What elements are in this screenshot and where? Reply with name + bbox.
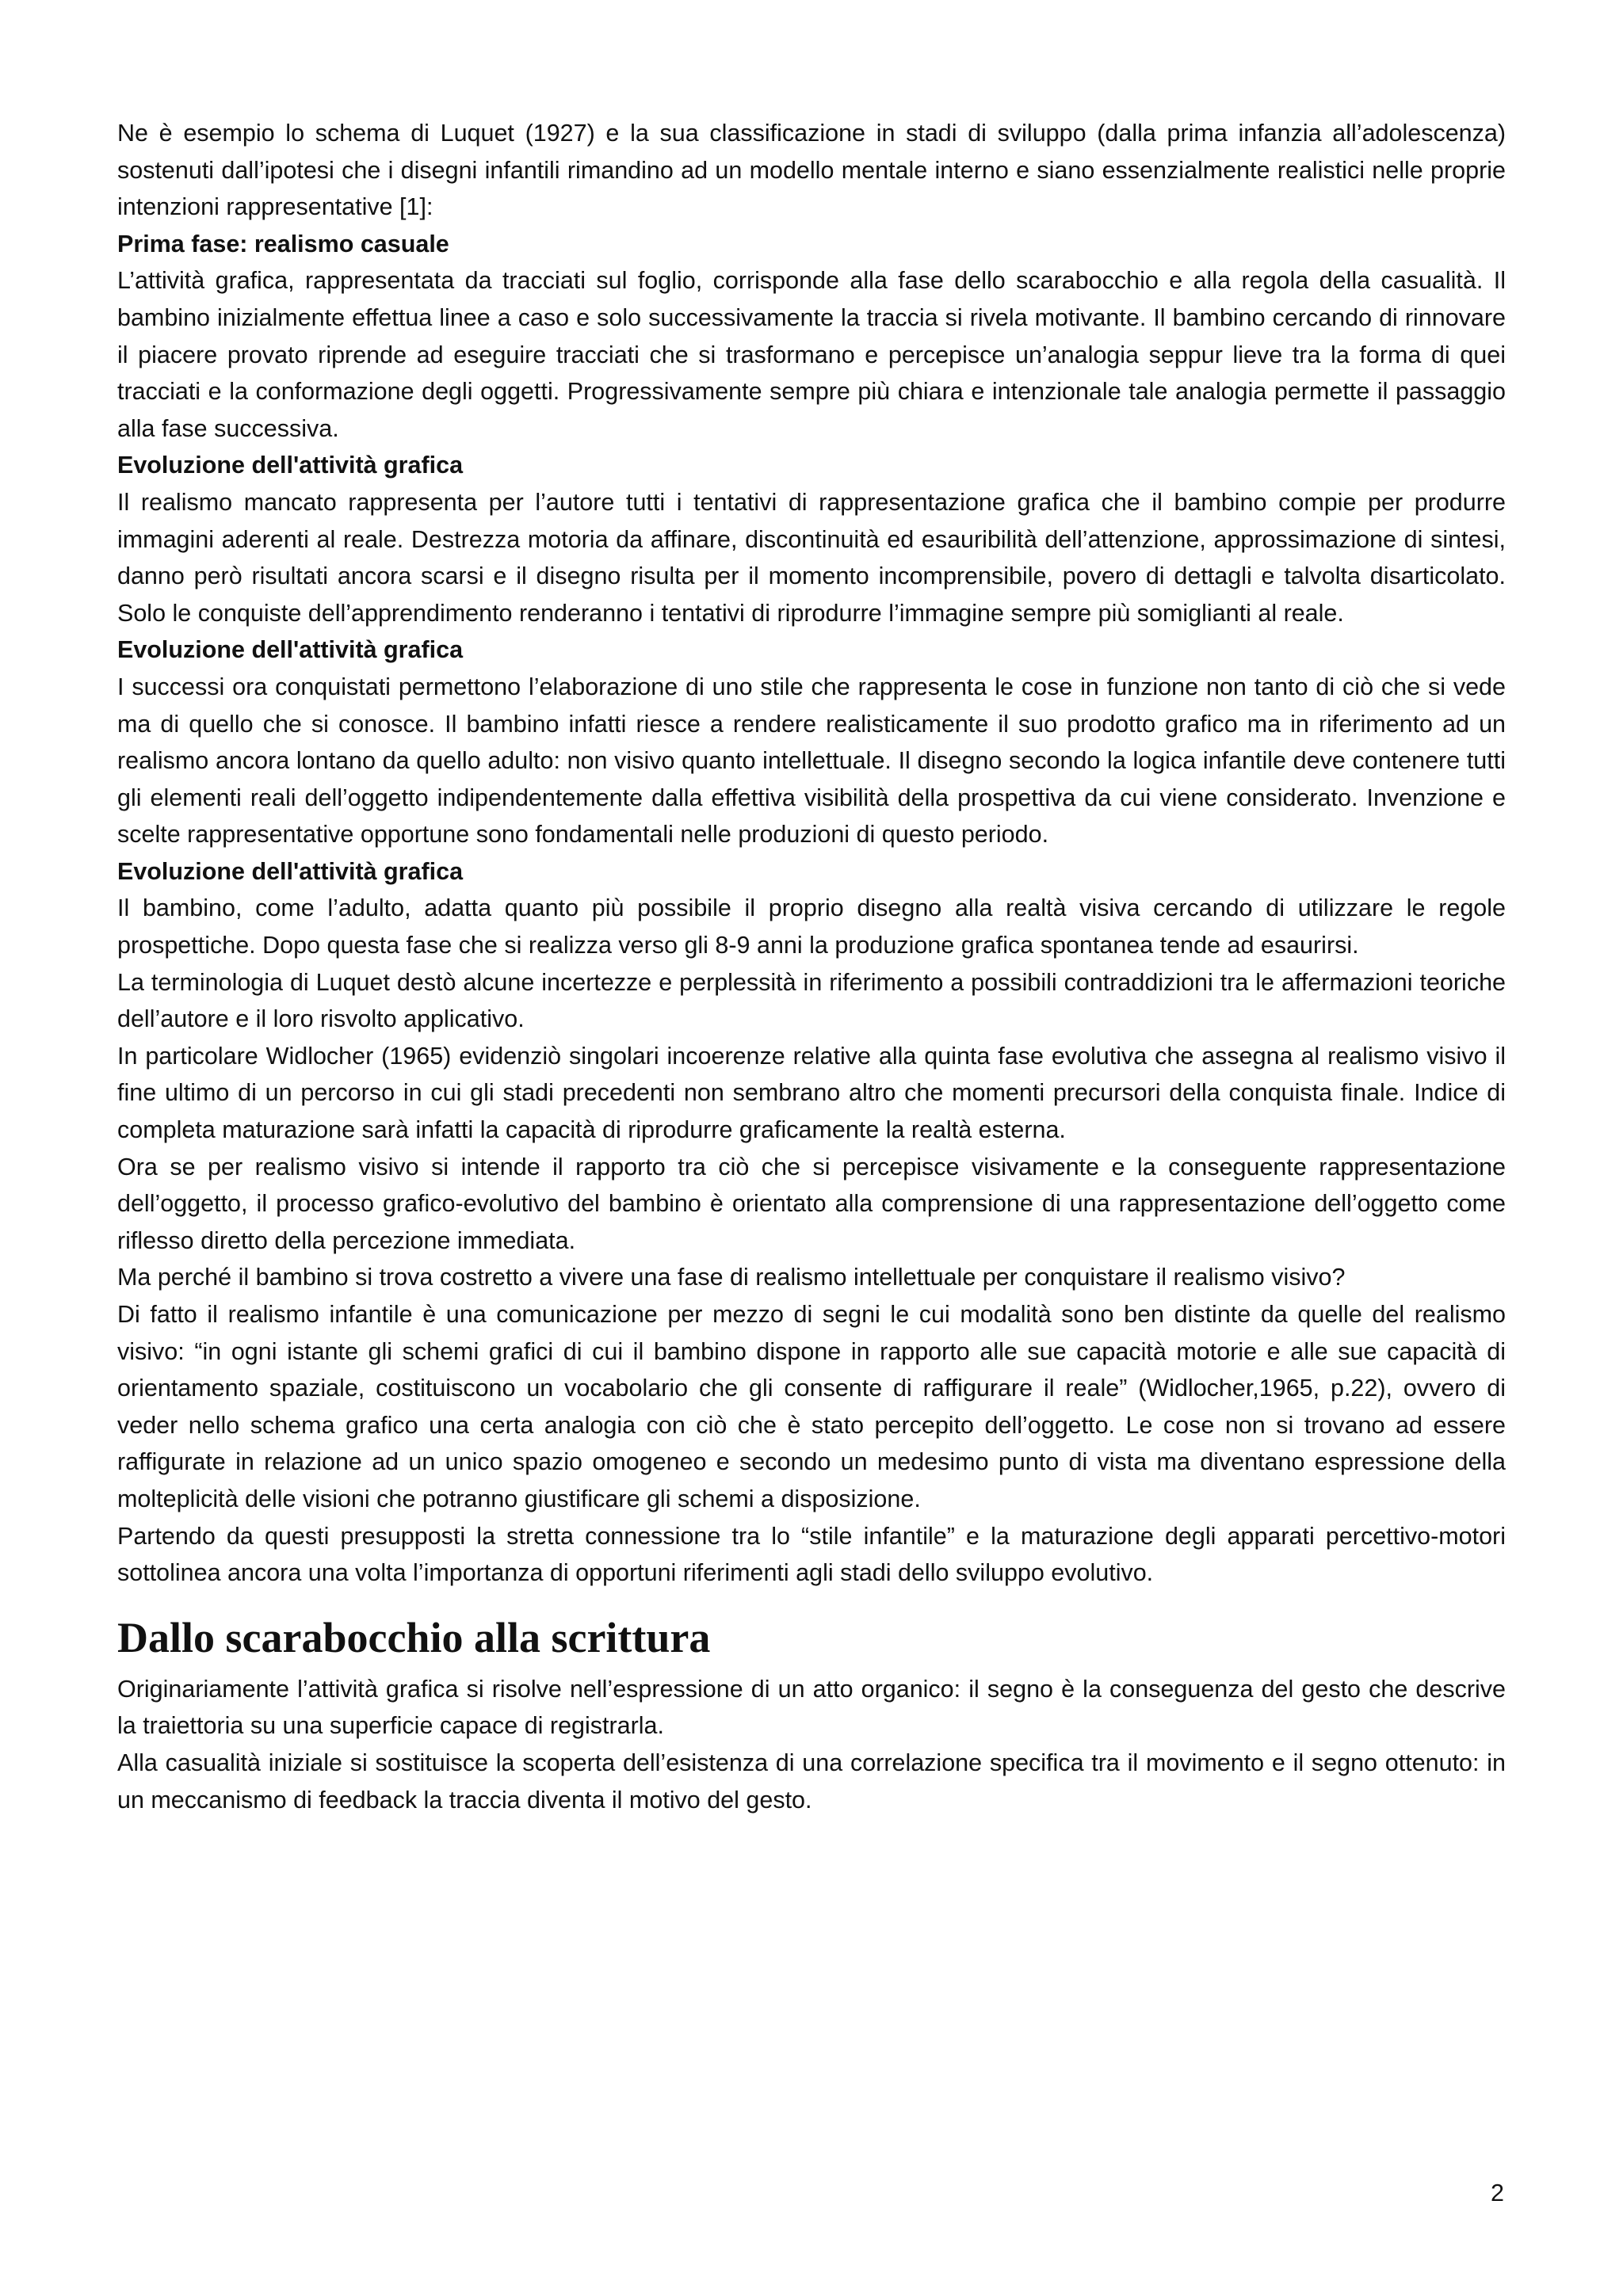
document-page <box>117 115 1506 1818</box>
paragraph-realismo-visivo-definizione: Ora se per realismo visivo si intende il rapporto tra ciò che si percepisce visivamente e la conseguente rappresentazione dell’oggetto, il processo grafico-evolutivo del bambino è orientato alla comprensione di una rappresentazione dell’oggetto come riflesso diretto della percezione immediata. <box>117 1153 1506 1254</box>
section-title: Dallo scarabocchio alla scrittura <box>117 1613 711 1661</box>
paragraph-prima-fase: L’attività grafica, rappresentata da tracciati sul foglio, corrisponde alla fase dello scarabocchio e alla regola della casualità. Il bambino inizialmente effettua linee a caso e solo successivamente la traccia si rivela motivante. Il bambino cercando di rinnovare il piacere provato riprende ad eseguire tracciati che si trasformano e percepisce un’analogia seppur lieve tra la forma di quei tracciati e la conformazione degli oggetti. Progressivamente sempre più chiara e intenzionale tale analogia permette il passaggio alla fase successiva. <box>117 267 1506 442</box>
paragraph-widlocher: In particolare Widlocher (1965) evidenziò singolari incoerenze relative alla quinta fase evolutiva che assegna al realismo visivo il fine ultimo di un percorso in cui gli stadi precedenti non sembrano altro che momenti precursori della conquista finale. Indice di completa maturazione sarà infatti la capacità di riprodurre graficamente la realtà esterna. <box>117 1042 1506 1144</box>
paragraph-domanda: Ma perché il bambino si trova costretto a vivere una fase di realismo intellettuale per conquistare il realismo visivo? <box>117 1264 1346 1291</box>
subheading-prima-fase: Prima fase: realismo casuale <box>117 230 449 257</box>
subheading-evoluzione-3: Evoluzione dell'attività grafica <box>117 857 464 885</box>
paragraph-atto-organico: Originariamente l’attività grafica si risolve nell’espressione di un atto organico: il segno è la conseguenza del gesto che descrive la traiettoria su una superficie capace di registrarla. <box>117 1675 1506 1740</box>
paragraph-realismo-mancato: Il realismo mancato rappresenta per l’autore tutti i tentativi di rappresentazione grafica che il bambino compie per produrre immagini aderenti al reale. Destrezza motoria da affinare, discontinuità ed esauribilità dell’attenzione, approssimazione di sintesi, danno però risultati ancora scarsi e il disegno risulta per il momento incomprensibile, povero di dettagli e talvolta disarticolato. Solo le conquiste dell’apprendimento renderanno i tentativi di riprodurre l’immagine sempre più somiglianti al reale. <box>117 488 1506 627</box>
paragraph-realismo-visivo: Il bambino, come l’adulto, adatta quanto più possibile il proprio disegno alla realtà visiva cercando di utilizzare le regole prospettiche. Dopo questa fase che si realizza verso gli 8-9 anni la produzione grafica spontanea tende ad esaurirsi. <box>117 894 1506 959</box>
paragraph-luquet-intro: Ne è esempio lo schema di Luquet (1927) e la sua classificazione in stadi di sviluppo (dalla prima infanzia all’adolescenza) sostenuti dall’ipotesi che i disegni infantili rimandino ad un modello mentale interno e siano essenzialmente realistici nelle proprie intenzioni rappresentative [1]: <box>117 120 1506 221</box>
page-number: 2 <box>1491 2180 1504 2206</box>
paragraph-terminologia: La terminologia di Luquet destò alcune incertezze e perplessità in riferimento a possibili contraddizioni tra le affermazioni teoriche dell’autore e il loro risvolto applicativo. <box>117 968 1506 1033</box>
paragraph-stile-infantile: Partendo da questi presupposti la stretta connessione tra lo “stile infantile” e la maturazione degli apparati percettivo-motori sottolinea ancora una volta l’importanza di opportuni riferimenti agli stadi dello sviluppo evolutivo. <box>117 1522 1506 1587</box>
paragraph-realismo-intellettuale: I successi ora conquistati permettono l’elaborazione di uno stile che rappresenta le cose in funzione non tanto di ciò che si vede ma di quello che si conosce. Il bambino infatti riesce a rendere realisticamente il suo prodotto grafico ma in riferimento ad un realismo ancora lontano da quello adulto: non visivo quanto intellettuale. Il disegno secondo la logica infantile deve contenere tutti gli elementi reali dell’oggetto indipendentemente dalla effettiva visibilità della prospettiva da cui viene considerato. Invenzione e scelte rappresentative opportune sono fondamentali nelle produzioni di questo periodo. <box>117 673 1506 849</box>
paragraph-realismo-infantile: Di fatto il realismo infantile è una comunicazione per mezzo di segni le cui modalità sono ben distinte da quelle del realismo visivo: “in ogni istante gli schemi grafici di cui il bambino dispone in rapporto alle sue capacità motorie e alle sue capacità di orientamento spaziale, costituiscono un vocabolario che gli consente di raffigurare il reale” (Widlocher,1965, p.22), ovvero di veder nello schema grafico una certa analogia con ciò che è stato percepito dell’oggetto. Le cose non si trovano ad essere raffigurate in relazione ad un unico spazio omogeneo e secondo un medesimo punto di vista ma diventano espressione della molteplicità delle visioni che potranno giustificare gli schemi a disposizione. <box>117 1301 1506 1512</box>
subheading-evoluzione-1: Evoluzione dell'attività grafica <box>117 452 464 479</box>
paragraph-feedback: Alla casualità iniziale si sostituisce la scoperta dell’esistenza di una correlazione specifica tra il movimento e il segno ottenuto: in un meccanismo di feedback la traccia diventa il motivo del gesto. <box>117 1749 1506 1814</box>
subheading-evoluzione-2: Evoluzione dell'attività grafica <box>117 636 464 664</box>
